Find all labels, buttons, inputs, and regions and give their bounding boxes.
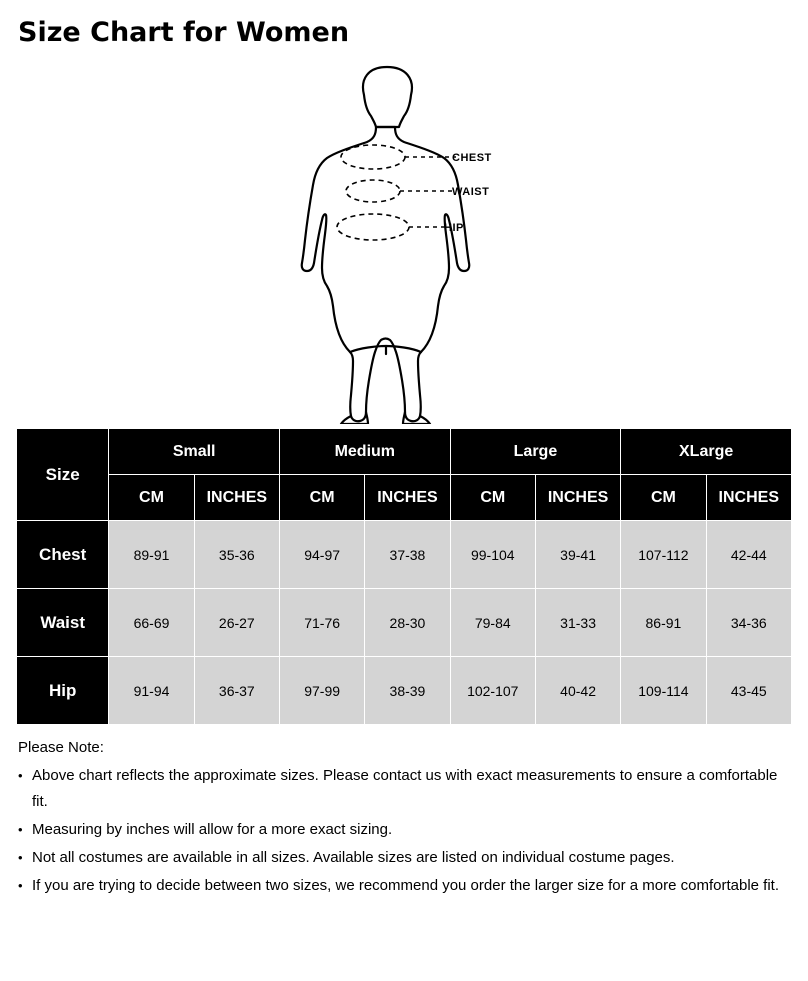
- cell-waist-large-cm: 79-84: [450, 589, 535, 657]
- header-size-medium: Medium: [279, 429, 450, 475]
- list-item: • Measuring by inches will allow for a more exact sizing.: [16, 817, 792, 843]
- table-header-sizes: [17, 429, 792, 475]
- size-chart-page: [0, 16, 808, 981]
- hip-ellipse: [337, 214, 409, 240]
- cell-hip-medium-cm: 97-99: [279, 657, 364, 725]
- list-item: • Not all costumes are available in all sizes. Available sizes are listed on individual costume pages.: [16, 845, 792, 871]
- chest-label: CHEST: [452, 152, 492, 164]
- page-title: Size Chart for Women: [18, 17, 350, 48]
- cell-chest-small-cm: 89-91: [109, 521, 194, 589]
- cell-chest-large-cm: 99-104: [450, 521, 535, 589]
- cell-waist-small-cm: 66-69: [109, 589, 194, 657]
- female-body-outline: [16, 54, 792, 424]
- hip-label: HIP: [444, 222, 464, 234]
- waist-ellipse: [346, 180, 400, 202]
- cell-chest-large-inches: 39-41: [535, 521, 620, 589]
- list-item: • Above chart reflects the approximate sizes. Please contact us with exact measurements to ensure a comfortable fit.: [16, 763, 792, 815]
- header-unit-medium-inches: INCHES: [365, 475, 450, 521]
- header-size-xlarge: XLarge: [621, 429, 792, 475]
- cell-chest-xlarge-cm: 107-112: [621, 521, 706, 589]
- cell-waist-large-inches: 31-33: [535, 589, 620, 657]
- cell-waist-small-inches: 26-27: [194, 589, 279, 657]
- header-unit-small-cm: CM: [109, 475, 194, 521]
- notes-list: [16, 763, 792, 899]
- table-row: [17, 589, 792, 657]
- header-unit-large-cm: CM: [450, 475, 535, 521]
- body-figure: [16, 54, 792, 424]
- table-header-units: [17, 475, 792, 521]
- cell-chest-xlarge-inches: 42-44: [706, 521, 791, 589]
- cell-waist-xlarge-cm: 86-91: [621, 589, 706, 657]
- table-row: [17, 521, 792, 589]
- cell-waist-medium-inches: 28-30: [365, 589, 450, 657]
- row-label-chest: Chest: [17, 521, 109, 589]
- cell-hip-small-inches: 36-37: [194, 657, 279, 725]
- cell-waist-medium-cm: 71-76: [279, 589, 364, 657]
- table-row: [17, 657, 792, 725]
- header-unit-medium-cm: CM: [279, 475, 364, 521]
- header-unit-large-inches: INCHES: [535, 475, 620, 521]
- header-unit-xlarge-cm: CM: [621, 475, 706, 521]
- size-table: [16, 428, 792, 725]
- cell-hip-medium-inches: 38-39: [365, 657, 450, 725]
- cell-chest-small-inches: 35-36: [194, 521, 279, 589]
- header-size-small: Small: [109, 429, 280, 475]
- size-corner-cell: Size: [17, 429, 109, 521]
- cell-chest-medium-cm: 94-97: [279, 521, 364, 589]
- cell-hip-large-inches: 40-42: [535, 657, 620, 725]
- cell-hip-large-cm: 102-107: [450, 657, 535, 725]
- cell-chest-medium-inches: 37-38: [365, 521, 450, 589]
- notes-section: [16, 735, 792, 899]
- row-label-hip: Hip: [17, 657, 109, 725]
- list-item: • If you are trying to decide between two sizes, we recommend you order the larger size for a more comfortable fit.: [16, 873, 792, 899]
- waist-label: WAIST: [452, 186, 490, 198]
- notes-heading: Please Note:: [18, 739, 104, 756]
- cell-hip-xlarge-inches: 43-45: [706, 657, 791, 725]
- header-unit-xlarge-inches: INCHES: [706, 475, 791, 521]
- cell-waist-xlarge-inches: 34-36: [706, 589, 791, 657]
- header-unit-small-inches: INCHES: [194, 475, 279, 521]
- row-label-waist: Waist: [17, 589, 109, 657]
- cell-hip-xlarge-cm: 109-114: [621, 657, 706, 725]
- header-size-large: Large: [450, 429, 621, 475]
- cell-hip-small-cm: 91-94: [109, 657, 194, 725]
